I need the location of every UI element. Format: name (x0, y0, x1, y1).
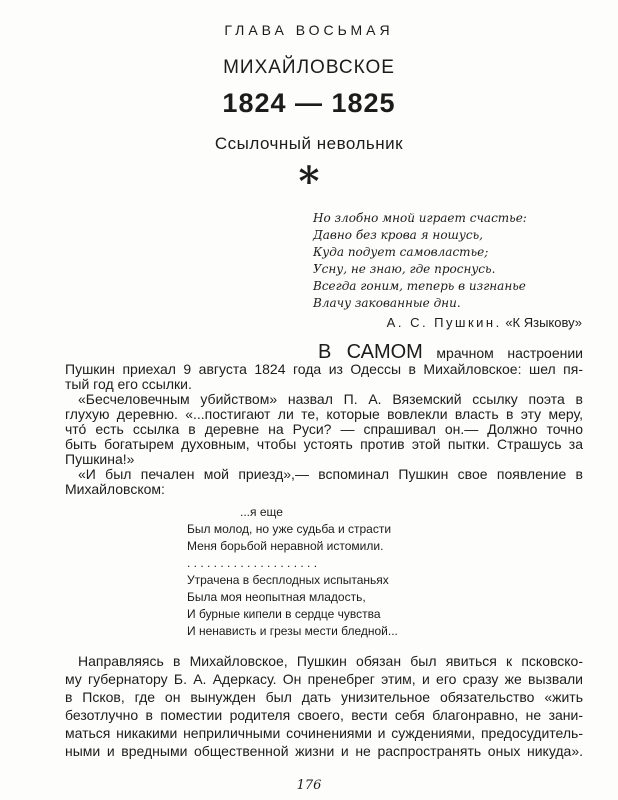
verse-line: И бурные кипели в сердце чувства (187, 607, 381, 621)
lead-caps: В САМОМ (318, 341, 423, 363)
epigraph-line: Усну, не знаю, где проснусь. (313, 262, 496, 276)
chapter-years: 1824 — 1825 (222, 88, 396, 118)
text-line: что́ есть ссылка в деревне на Руси? — спрашивал он.— Должно точно (65, 421, 583, 437)
epigraph-attribution (387, 315, 582, 331)
text-line: безотлучно в поместии родителя своего, вести себя благонравно, не зани- (65, 707, 583, 723)
chapter-title: МИХАЙЛОВСКОЕ (223, 57, 395, 78)
text-line: Пушкина!» (65, 451, 135, 467)
text-line: тый год его ссылки. (65, 376, 192, 392)
verse-line: Утрачена в бесплодных испытаньях (187, 573, 389, 587)
verse-line: Меня борьбой неравной истомили. (187, 539, 384, 553)
text-line: Пушкин приехал 9 августа 1824 года из Одессы в Михайловское: шел пя- (65, 361, 583, 377)
epigraph-line: Всегда гоним, теперь в изгнанье (313, 279, 526, 293)
verse-line: Был молод, но уже судьба и страсти (187, 522, 392, 536)
text-line: ными и вредными общественной жизни и не распространять оных никуда». (65, 743, 583, 759)
verse-line: Была моя неопытная младость, (187, 590, 366, 604)
epigraph-author: А. С. Пушкин. (386, 315, 502, 330)
verse-line: И ненависть и грезы мести бледной... (187, 624, 398, 638)
epigraph-line: Давно без крова я ношусь, (313, 228, 483, 242)
text-line: Михайловском: (65, 481, 165, 497)
chapter-number: ГЛАВА ВОСЬМАЯ (224, 22, 394, 38)
text-line: «Бесчеловечным убийством» назвал П. А. Вяземский ссылку поэта в (78, 391, 583, 407)
text-line: маться никакими неприличными сочинениями и суждениями, предосудитель- (65, 725, 583, 741)
text-line: глухую деревню. «...постигают ли те, которые вовлекли власть в эту меру, (65, 406, 583, 422)
text-line: му губернатору Б. А. Адеркасу. Он пренебрег этим, и его сразу же вызвали (65, 671, 583, 687)
text-line: быть богатырем духовным, чтобы устоять против этой пытки. Страшусь за (65, 436, 583, 452)
section-subtitle: Ссылочный невольник (214, 134, 404, 153)
epigraph-line: Но злобно мной играет счастье: (313, 211, 527, 225)
text-line: Направляясь в Михайловское, Пушкин обязан был явиться к псковско- (78, 653, 583, 669)
page-number: 176 (296, 778, 322, 793)
asterisk-ornament: * (298, 158, 320, 205)
text-line: в Псков, где он вынужден был дать унизительное обязательство «жить (65, 689, 583, 705)
verse-line: ...я еще (240, 505, 283, 519)
text-line: В САМОМ мрачном настроении (318, 341, 583, 363)
text-line: «И был печален мой приезд»,— вспоминал Пушкин свое появление в (78, 466, 583, 482)
epigraph-line: Влачу закованные дни. (313, 296, 461, 310)
epigraph-source: «К Языкову» (505, 315, 582, 330)
epigraph-line: Куда подует самовластье; (313, 245, 489, 259)
verse-dots: . . . . . . . . . . . . . . . . . . . . (187, 556, 318, 570)
